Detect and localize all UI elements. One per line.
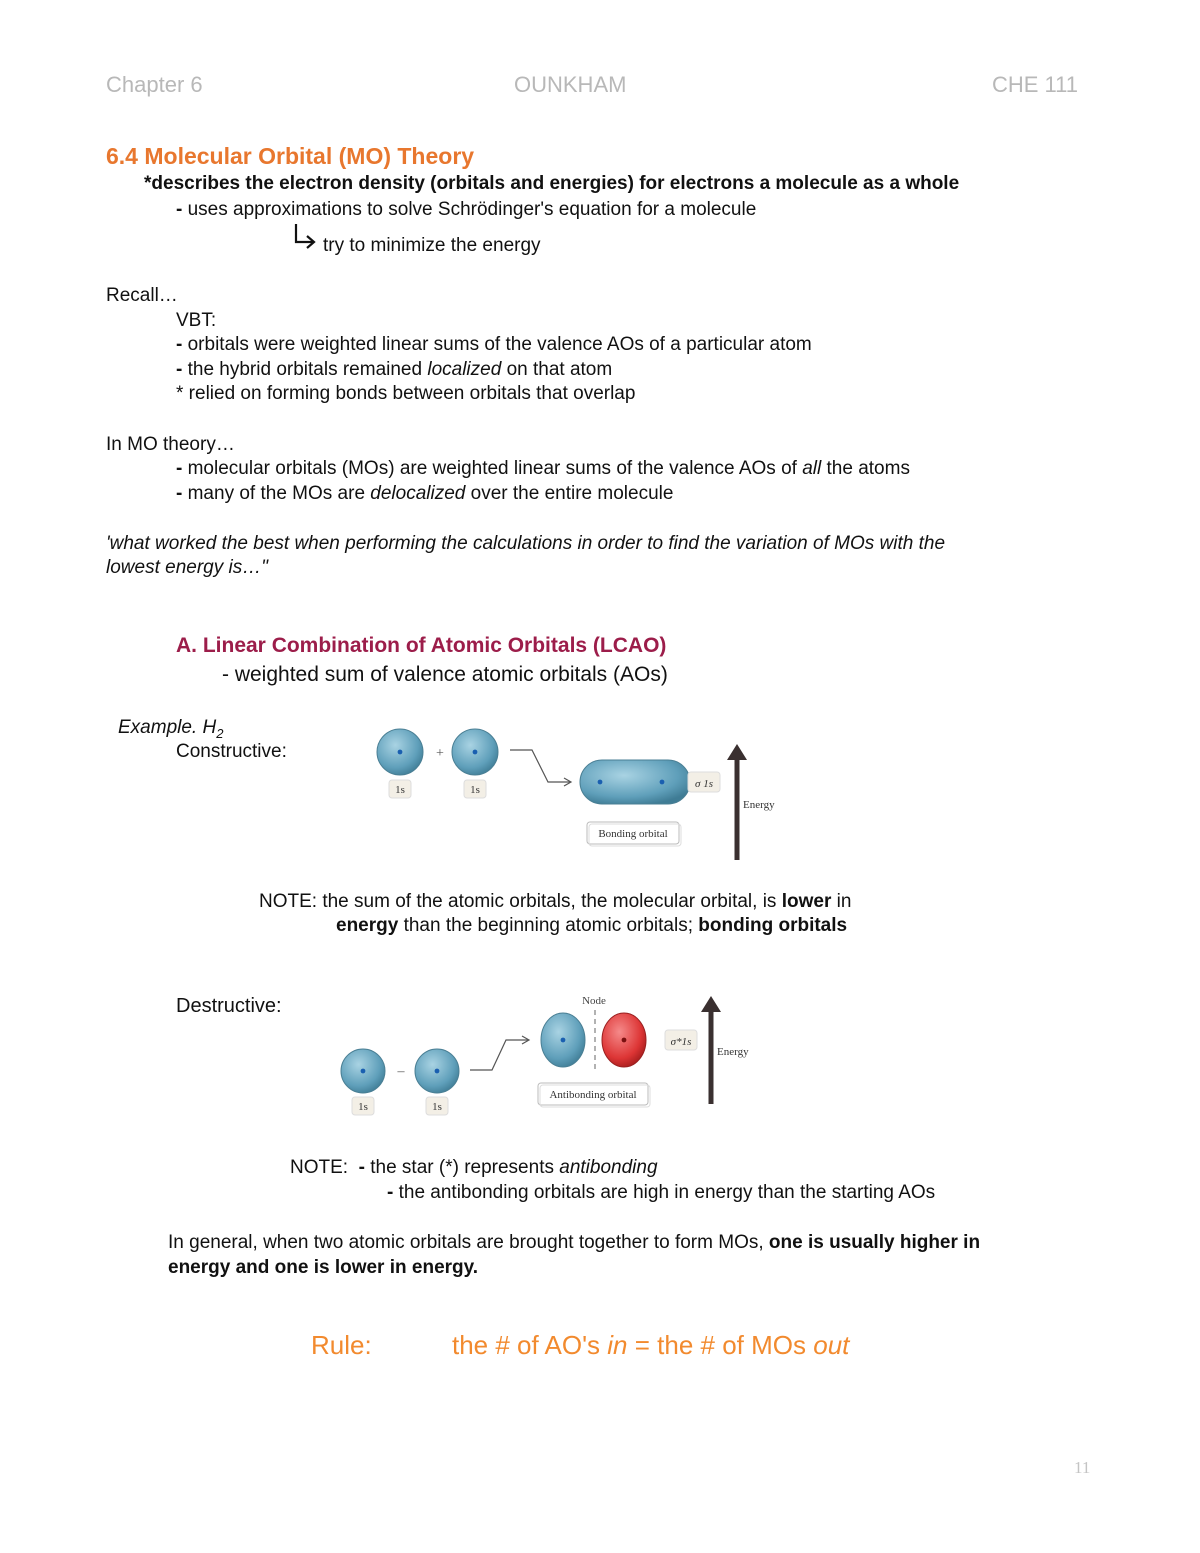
page-number: 11 (1074, 1458, 1091, 1477)
plus-sign: + (436, 746, 444, 761)
nucleus-dot (622, 1038, 627, 1043)
ao-label: 1s (395, 784, 405, 796)
rule-text: the # of AO's in = the # of MOs out (452, 1330, 850, 1360)
vbt-label: VBT: (176, 310, 217, 331)
recall-label: Recall… (106, 285, 178, 306)
node-label: Node (582, 995, 606, 1007)
nucleus-dot (660, 780, 665, 785)
destructive-label: Destructive: (176, 995, 282, 1017)
general-line-2: energy and one is lower in energy. (168, 1257, 479, 1278)
ao-label: 1s (432, 1101, 442, 1113)
quote-line-1: 'what worked the best when performing the calculations in order to find the variation of MOs with the (106, 533, 946, 554)
sigma-label: σ 1s (695, 778, 713, 790)
mo-theory-label: In MO theory… (106, 434, 235, 455)
example-label: Example. $H_2$ (118, 717, 224, 741)
note1-line-1: NOTE: the sum of the atomic orbitals, the molecular orbital, is lower in (259, 891, 852, 912)
note2-line-1: NOTE: - the star (*) represents antibonding (290, 1157, 658, 1178)
antibonding-orbital-label: Antibonding orbital (549, 1089, 637, 1101)
rule-label: Rule: (311, 1330, 372, 1360)
bonding-orbital-label: Bonding orbital (598, 828, 668, 840)
arrow-right-icon (290, 222, 320, 252)
section-describes: *describes the electron density (orbitals and energies) for electrons a molecule as a whole (144, 173, 960, 194)
nucleus-dot (561, 1038, 566, 1043)
section-title: 6.4 Molecular Orbital (MO) Theory (106, 143, 475, 169)
energy-label: Energy (717, 1046, 749, 1058)
section-minimize: try to minimize the energy (323, 235, 541, 256)
minus-sign: – (397, 1064, 405, 1079)
lcao-desc: - weighted sum of valence atomic orbitals (AOs) (222, 663, 668, 686)
recall-line-3: * relied on forming bonds between orbitals that overlap (176, 383, 636, 404)
header-chapter: Chapter 6 (106, 72, 203, 97)
ao-label: 1s (470, 784, 480, 796)
lcao-title: A. Linear Combination of Atomic Orbitals (LCAO) (176, 634, 667, 657)
note2-line-2: - the antibonding orbitals are high in energy than the starting AOs (387, 1182, 936, 1203)
nucleus-dot (473, 750, 478, 755)
quote-line-2: lowest energy is…" (106, 557, 268, 578)
reaction-arrow (510, 750, 570, 782)
recall-line-1: - orbitals were weighted linear sums of the valence AOs of a particular atom (176, 334, 812, 355)
reaction-arrow (470, 1040, 528, 1070)
mo-theory-line-1: - molecular orbitals (MOs) are weighted linear sums of the valence AOs of all the atoms (176, 458, 910, 479)
constructive-label: Constructive: (176, 741, 287, 762)
nucleus-dot (598, 780, 603, 785)
sigma-star-label: σ*1s (670, 1036, 692, 1048)
energy-label: Energy (743, 799, 775, 811)
bonding-orbital-diagram (360, 720, 800, 870)
section-uses: - uses approximations to solve Schrödinger's equation for a molecule (176, 199, 757, 220)
nucleus-dot (435, 1069, 440, 1074)
antibonding-orbital-diagram (330, 990, 770, 1120)
recall-line-2: - the hybrid orbitals remained localized on that atom (176, 359, 613, 380)
general-line-1: In general, when two atomic orbitals are brought together to form MOs, one is usually higher in (168, 1232, 981, 1253)
note1-line-2: energy than the beginning atomic orbitals; bonding orbitals (336, 915, 848, 936)
bonding-mo-shape (580, 760, 690, 804)
header-author: OUNKHAM (514, 72, 627, 97)
nucleus-dot (361, 1069, 366, 1074)
nucleus-dot (398, 750, 403, 755)
ao-label: 1s (358, 1101, 368, 1113)
mo-theory-line-2: - many of the MOs are delocalized over the entire molecule (176, 483, 674, 504)
header-course: CHE 111 (992, 72, 1079, 97)
